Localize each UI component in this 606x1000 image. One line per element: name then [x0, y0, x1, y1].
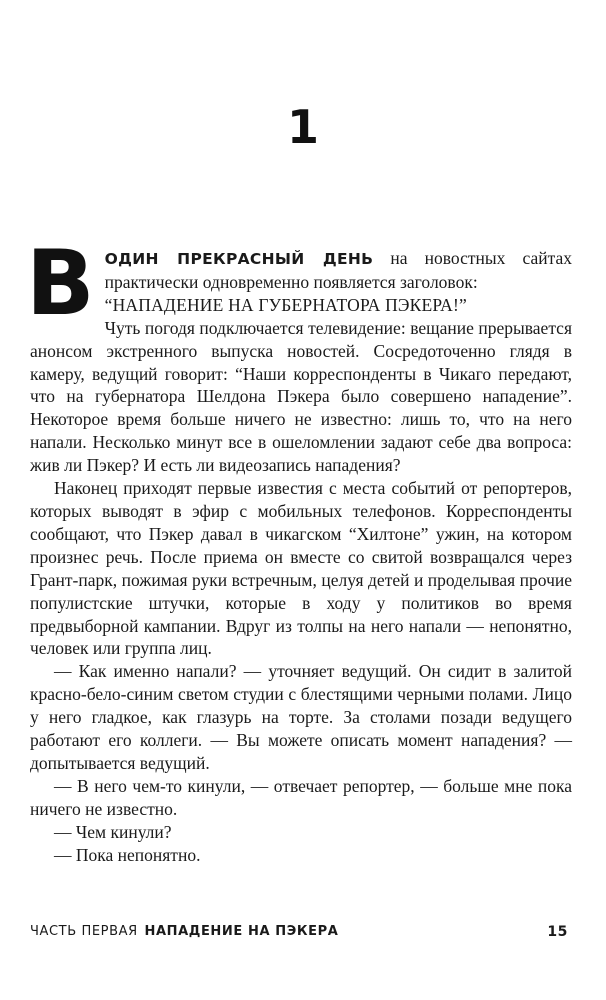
paragraph: Чуть погодя подключается телевидение: вещание прерывается анонсом экстренного выпуска новостей. Сосредоточенно глядя в камеру, ведущий говорит: “Наши корреспонденты в Чикаго передают, что на губернатора Шелдона Пэкера было совершено нападение”. Некоторое время больше ничего не известно: лишь то, что на него напали. Несколько минут все в ошеломлении задают себе два вопроса: жив ли Пэкер? И есть ли видеозапись нападения? — [30, 317, 572, 476]
opening-text: на новостных сайтах практически одновременно появляется заголовок: — [104, 248, 572, 292]
dialogue-line: — Чем кинули? — [54, 821, 172, 842]
dialogue-line: — Пока непонятно. — [54, 844, 201, 865]
drop-cap: В — [26, 231, 95, 336]
headline-quote: “НАПАДЕНИЕ НА ГУБЕРНАТОРА ПЭКЕРА!” — [104, 294, 467, 315]
dialogue-line: — В него чем-то кинули, — отвечает репортер, — больше мне пока ничего не известно. — [30, 775, 572, 819]
paragraph: Наконец приходят первые известия с места событий от репортеров, которых выводят в эфир с мобильных телефонов. Корреспонденты сообщают, что Пэкер давал в чикагском “Хилтоне” ужин, на котором произнес речь. После приема он вместе со свитой возвращался через Грант-парк, пожимая руки встречным, целуя детей и проделывая прочие популистские штучки, которые в ходу у политиков во время предвыборной кампании. Вдруг из толпы на него напали — непонятно, человек или группа лиц. — [30, 478, 572, 659]
dialogue-line: — Как именно напали? — уточняет ведущий. Он сидит в залитой красно-бело-синим светом студии с блестящими черными полами. Лицо у него гладкое, как глазурь на торте. За столами позади ведущего работают его коллеги. — Вы можете описать момент нападения? — допытывается ведущий. — [30, 661, 572, 773]
chapter-number: 1 — [286, 100, 319, 154]
page-number: 15 — [547, 924, 568, 940]
footer-chapter-title: НАПАДЕНИЕ НА ПЭКЕРА — [144, 924, 339, 939]
lead-in-caps: ОДИН ПРЕКРАСНЫЙ ДЕНЬ — [104, 250, 374, 268]
running-footer — [30, 924, 572, 944]
body-text — [26, 231, 572, 866]
footer-part-label: ЧАСТЬ ПЕРВАЯ — [30, 924, 138, 939]
